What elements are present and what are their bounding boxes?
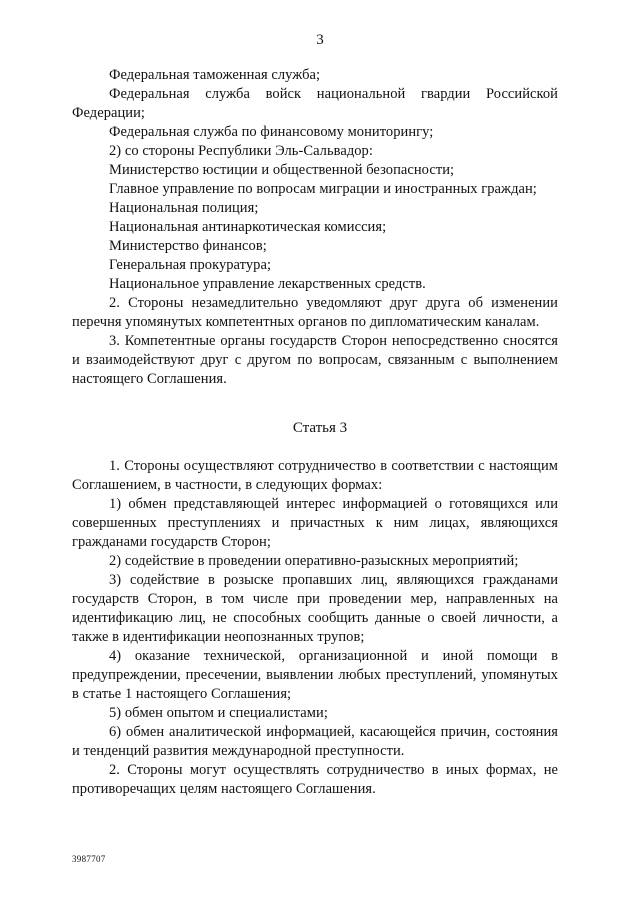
- paragraph: 2) содействие в проведении оперативно-разыскных мероприятий;: [109, 553, 519, 569]
- paragraph: Федеральная служба войск национальной гвардии Российской Федерации;: [72, 86, 558, 121]
- paragraph: 2. Стороны могут осуществлять сотрудничество в иных формах, не противоречащих целям настоящего Соглашения.: [72, 762, 558, 797]
- paragraph: Генеральная прокуратура;: [109, 257, 272, 273]
- paragraph: Федеральная таможенная служба;: [109, 67, 321, 83]
- paragraph: Министерство финансов;: [109, 238, 267, 254]
- paragraph: 2. Стороны незамедлительно уведомляют друг друга об изменении перечня упомянутых компетентных органов по дипломатическим каналам.: [72, 295, 558, 330]
- page-number: 3: [316, 32, 324, 48]
- article-heading: Статья 3: [292, 420, 348, 436]
- paragraph: 3) содействие в розыске пропавших лиц, являющихся гражданами государств Сторон, в том числе при проведении мер, направленных на идентификацию лиц, не способных сообщить данные о своей личности, а также в идентификации неопознанных трупов;: [72, 572, 558, 645]
- paragraph: 6) обмен аналитической информацией, касающейся причин, состояния и тенденций развития международной преступности.: [72, 724, 558, 759]
- paragraph: 3. Компетентные органы государств Сторон непосредственно сносятся и взаимодействуют друг с другом по вопросам, связанным с выполнением настоящего Соглашения.: [72, 333, 558, 387]
- text-block-top: [72, 66, 558, 389]
- paragraph: Национальная антинаркотическая комиссия;: [109, 219, 387, 235]
- paragraph: 5) обмен опытом и специалистами;: [109, 705, 328, 721]
- paragraph: Главное управление по вопросам миграции и иностранных граждан;: [109, 181, 537, 197]
- paragraph: 1) обмен представляющей интерес информацией о готовящихся или совершенных преступлениях и причастных к ним лицах, являющихся гражданами государств Сторон;: [72, 496, 558, 550]
- text-block-article-3: [72, 457, 558, 799]
- paragraph: 4) оказание технической, организационной и иной помощи в предупреждении, пресечении, выявлении любых преступлений, упомянутых в статье 1 настоящего Соглашения;: [72, 648, 558, 702]
- paragraph: 2) со стороны Республики Эль-Сальвадор:: [109, 143, 373, 159]
- paragraph: Федеральная служба по финансовому мониторингу;: [109, 124, 434, 140]
- paragraph: 1. Стороны осуществляют сотрудничество в соответствии с настоящим Соглашением, в частности, в следующих формах:: [72, 458, 558, 493]
- document-id: 3987707: [72, 854, 106, 864]
- paragraph: Национальная полиция;: [109, 200, 259, 216]
- paragraph: Министерство юстиции и общественной безопасности;: [109, 162, 455, 178]
- paragraph: Национальное управление лекарственных средств.: [109, 276, 426, 292]
